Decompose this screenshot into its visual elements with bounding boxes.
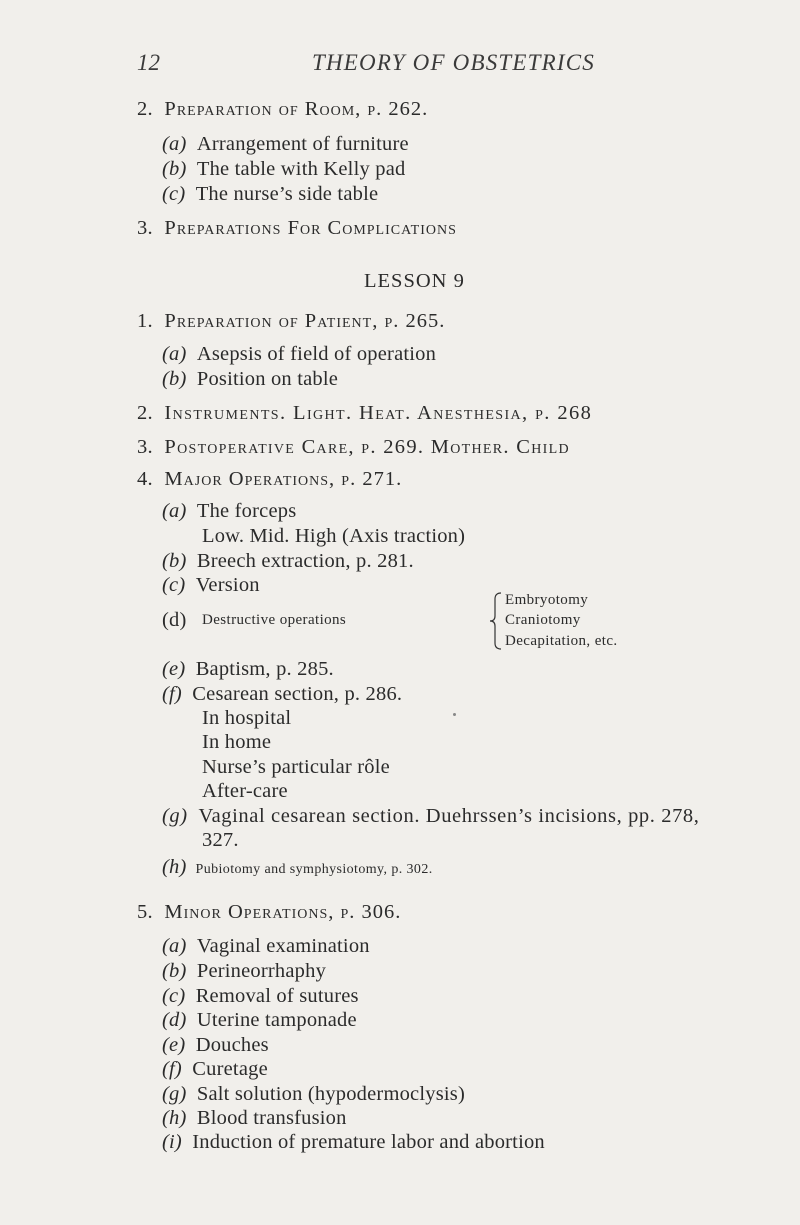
sub-item: (d) Uterine tamponade bbox=[162, 1009, 357, 1031]
sub-item: (a) The forceps bbox=[162, 500, 297, 522]
item-title: Preparation of Room, p. 262. bbox=[164, 98, 429, 120]
sub-item-continuation: 327. bbox=[202, 829, 239, 851]
sub-item: (c) The nurse’s side table bbox=[162, 183, 379, 205]
sub-item: (g) Vaginal cesarean section. Duehrssen’s incisions, pp. 278, bbox=[162, 805, 700, 827]
sub-item: (b) Perineorrhaphy bbox=[162, 960, 327, 982]
sub-item: (b) Position on table bbox=[162, 368, 339, 390]
item-number: 2. bbox=[137, 98, 153, 120]
sub-item-detail: Low. Mid. High (Axis traction) bbox=[202, 525, 466, 547]
sub-item: (a) Asepsis of field of operation bbox=[162, 343, 437, 365]
sub-item: (c) Version bbox=[162, 574, 260, 596]
stray-mark bbox=[453, 713, 456, 716]
sub-item: (h) Blood transfusion bbox=[162, 1107, 347, 1129]
page-number: 12 bbox=[137, 50, 160, 75]
list-item-preparation-of-room bbox=[137, 98, 428, 121]
sub-item: (e) Baptism, p. 285. bbox=[162, 658, 334, 680]
running-title: THEORY OF OBSTETRICS bbox=[312, 50, 595, 75]
sub-item-detail: In hospital bbox=[202, 707, 292, 729]
sub-item: (e) Douches bbox=[162, 1034, 269, 1056]
sub-item: (b) Breech extraction, p. 281. bbox=[162, 550, 414, 572]
brace-option: Embryotomy bbox=[505, 592, 589, 608]
sub-item: (b) The table with Kelly pad bbox=[162, 158, 406, 180]
sub-item: (g) Salt solution (hypodermoclysis) bbox=[162, 1083, 465, 1105]
sub-item: (a) Arrangement of furniture bbox=[162, 133, 409, 155]
lesson-heading: LESSON 9 bbox=[364, 270, 465, 292]
list-item-instruments: 2. Instruments. Light. Heat. Anesthesia, p. 268 bbox=[137, 402, 593, 424]
sub-item: (f) Curetage bbox=[162, 1058, 268, 1080]
sub-item-detail: In home bbox=[202, 731, 272, 753]
list-item-preparation-of-patient: 1. Preparation of Patient, p. 265. bbox=[137, 310, 446, 332]
sub-item-label: (d) bbox=[162, 609, 187, 631]
sub-item: (a) Vaginal examination bbox=[162, 935, 370, 957]
sub-item: (i) Induction of premature labor and abortion bbox=[162, 1131, 545, 1153]
sub-item-detail: After-care bbox=[202, 780, 288, 802]
sub-item: (f) Cesarean section, p. 286. bbox=[162, 683, 403, 705]
brace-option: Craniotomy bbox=[505, 612, 581, 628]
sub-item-detail: Nurse’s particular rôle bbox=[202, 756, 390, 778]
sub-item: (h) Pubiotomy and symphysiotomy, p. 302. bbox=[162, 856, 433, 878]
list-item-postoperative-care: 3. Postoperative Care, p. 269. Mother. Child bbox=[137, 436, 570, 458]
brace-option: Decapitation, etc. bbox=[505, 633, 618, 649]
curly-brace bbox=[489, 592, 503, 650]
sub-item-destructive-operations: Destructive operations bbox=[202, 612, 347, 628]
sub-item: (c) Removal of sutures bbox=[162, 985, 359, 1007]
list-item-preparations-for-complications: 3. Preparations For Complications bbox=[137, 217, 457, 239]
list-item-major-operations: 4. Major Operations, p. 271. bbox=[137, 468, 403, 490]
list-item-minor-operations: 5. Minor Operations, p. 306. bbox=[137, 901, 402, 923]
